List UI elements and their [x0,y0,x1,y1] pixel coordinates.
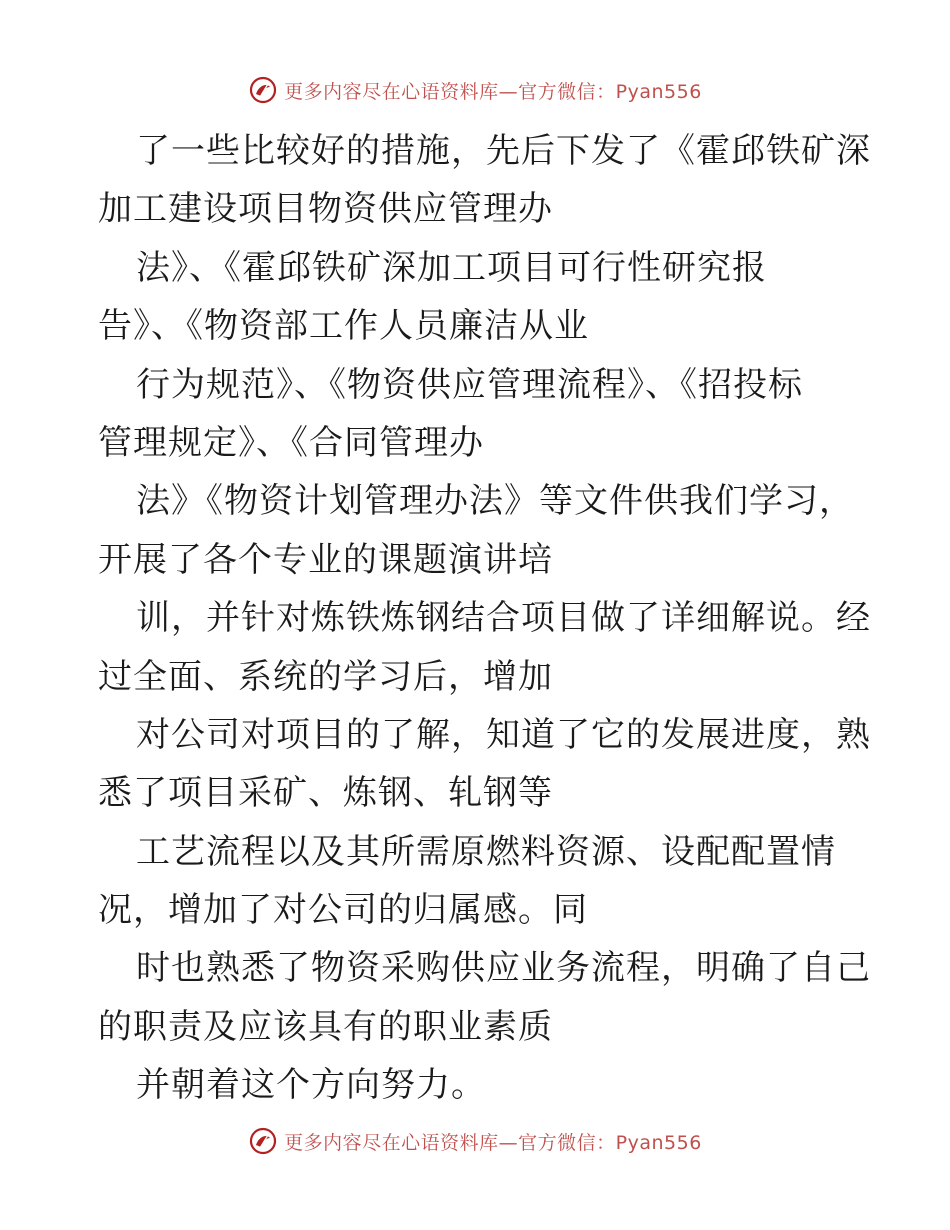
footer-banner-text: 更多内容尽在心语资料库—官方微信：Pyan556 [284,1131,702,1154]
paragraph-line: 法》《物资计划管理办法》等文件供我们学习， [136,481,854,522]
paragraph-line: 加工建设项目物资供应管理办 [98,189,553,230]
paragraph-line: 时也熟悉了物资采购供应业务流程，明确了自己 [136,948,871,989]
paragraph-line: 工艺流程以及其所需原燃料资源、设配配置情 [136,831,836,872]
paragraph-line: 对公司对项目的了解，知道了它的发展进度，熟 [136,714,871,755]
red-swirl-logo-icon [248,75,278,105]
paragraph-line: 悉了项目采矿、炼钢、轧钢等 [98,773,553,814]
header-banner [0,70,950,110]
paragraph-line: 况，增加了对公司的归属感。同 [98,890,588,931]
red-swirl-logo-icon [248,1126,278,1156]
paragraph-line: 并朝着这个方向努力。 [136,1065,486,1106]
header-banner-text: 更多内容尽在心语资料库—官方微信：Pyan556 [284,80,702,103]
paragraph-line: 训，并针对炼铁炼钢结合项目做了详细解说。经 [136,598,871,639]
paragraph-line: 管理规定》、《合同管理办 [98,422,484,463]
paragraph-line: 的职责及应该具有的职业素质 [98,1006,553,1047]
document-body [98,122,871,1115]
paragraph-line: 过全面、系统的学习后，增加 [98,656,553,697]
paragraph-line: 行为规范》、《物资供应管理流程》、《招投标 [136,364,803,405]
paragraph-line: 法》、《霍邱铁矿深加工项目可行性研究报 [136,247,767,288]
paragraph-line: 了一些比较好的措施，先后下发了《霍邱铁矿深 [136,131,871,171]
paragraph-line: 告》、《物资部工作人员廉洁从业 [98,306,589,347]
footer-banner [0,1121,950,1161]
paragraph-line: 开展了各个专业的课题演讲培 [98,539,553,580]
